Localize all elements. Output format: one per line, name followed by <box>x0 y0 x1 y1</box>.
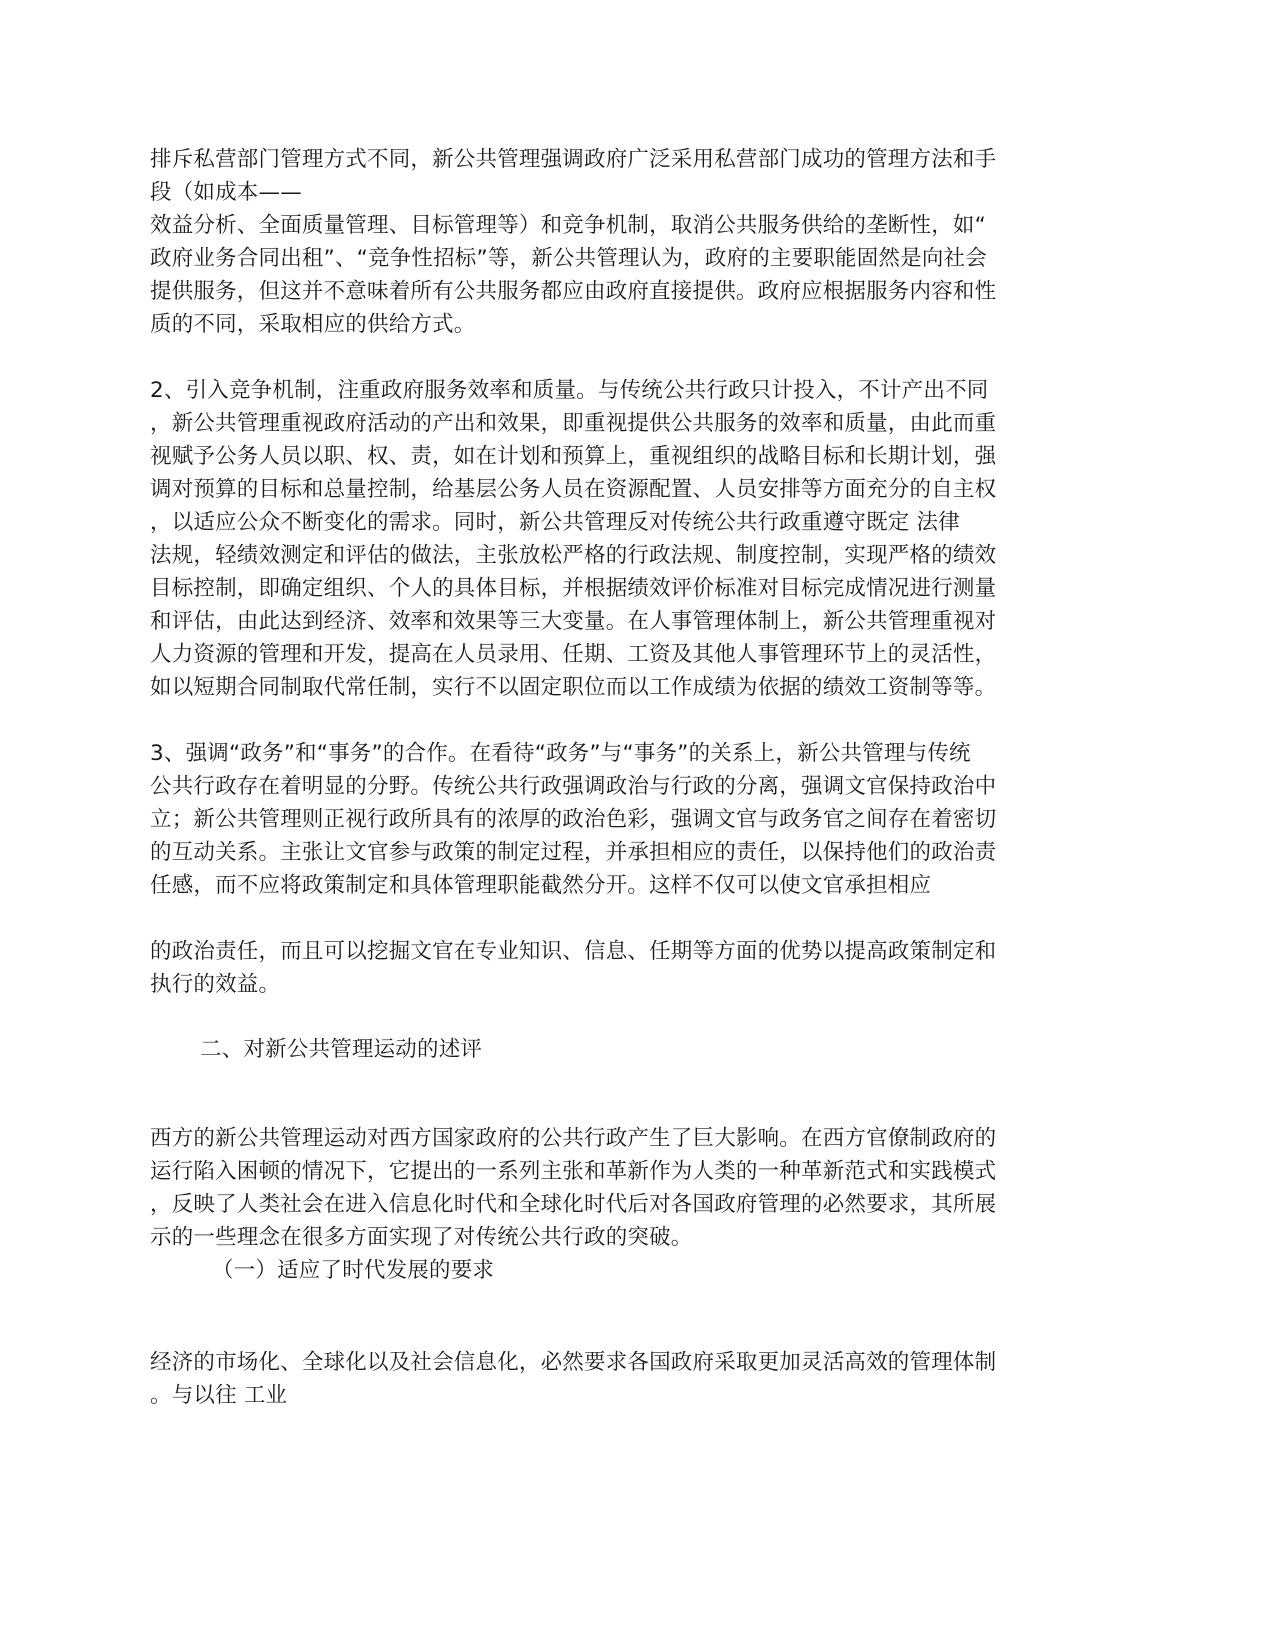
para1-line-5: 提供服务，但这并不意味着所有公共服务都应由政府直接提供。政府应根据服务内容和性 <box>150 279 997 304</box>
para3-line-3: 立；新公共管理则正视行政所具有的浓厚的政治色彩，强调文官与政务官之间存在着密切 <box>150 807 997 832</box>
para2-line-7: 目标控制，即确定组织、个人的具体目标，并根据绩效评价标准对目标完成情况进行测量 <box>150 576 997 601</box>
para3-line-1: 3、强调“政务”和“事务”的合作。在看待“政务”与“事务”的关系上，新公共管理与传统 <box>150 741 971 766</box>
para2-line-9: 人力资源的管理和开发，提高在人员录用、任期、工资及其他人事管理环节上的灵活性， <box>150 642 997 667</box>
section-heading: 二、对新公共管理运动的述评 <box>200 1037 483 1062</box>
para5-line-4: 示的一些理念在很多方面实现了对传统公共行政的突破。 <box>150 1225 693 1250</box>
para5-line-3: ，反映了人类社会在进入信息化时代和全球化时代后对各国政府管理的必然要求，其所展 <box>150 1192 997 1217</box>
para3-line-2: 公共行政存在着明显的分野。传统公共行政强调政治与行政的分离，强调文官保持政治中 <box>150 774 997 799</box>
para2-line-3: 视赋予公务人员以职、权、责，如在计划和预算上，重视组织的战略目标和长期计划，强 <box>150 444 997 469</box>
para2-line-8: 和评估，由此达到经济、效率和效果等三大变量。在人事管理体制上，新公共管理重视对 <box>150 609 997 634</box>
para1-line-2: 段（如成本—— <box>150 180 302 205</box>
para1-line-3: 效益分析、全面质量管理、目标管理等）和竞争机制，取消公共服务供给的垄断性，如“ <box>150 213 986 238</box>
para2-line-10: 如以短期合同制取代常任制，实行不以固定职位而以工作成绩为依据的绩效工资制等等。 <box>150 675 997 700</box>
para5-line-2: 运行陷入困顿的情况下，它提出的一系列主张和革新作为人类的一种革新范式和实践模式 <box>150 1159 997 1184</box>
para2-line-6: 法规，轻绩效测定和评估的做法，主张放松严格的行政法规、制度控制，实现严格的绩效 <box>150 543 997 568</box>
para6-line-1: 经济的市场化、全球化以及社会信息化，必然要求各国政府采取更加灵活高效的管理体制 <box>150 1350 997 1375</box>
para2-line-5: ，以适应公众不断变化的需求。同时，新公共管理反对传统公共行政重遵守既定 法律 <box>150 510 960 535</box>
para2-line-2: ，新公共管理重视政府活动的产出和效果，即重视提供公共服务的效率和质量，由此而重 <box>150 411 997 436</box>
para1-line-4: 政府业务合同出租”、“竞争性招标”等，新公共管理认为，政府的主要职能固然是向社会 <box>150 246 987 271</box>
para1-line-6: 质的不同，采取相应的供给方式。 <box>150 312 476 337</box>
subheading: （一）适应了时代发展的要求 <box>212 1258 495 1283</box>
para4-line-1: 的政治责任，而且可以挖掘文官在专业知识、信息、任期等方面的优势以提高政策制定和 <box>150 939 997 964</box>
para2-line-4: 调对预算的目标和总量控制，给基层公务人员在资源配置、人员安排等方面充分的自主权 <box>150 477 997 502</box>
para3-line-4: 的互动关系。主张让文官参与政策的制定过程，并承担相应的责任，以保持他们的政治责 <box>150 840 997 865</box>
para1-line-1: 排斥私营部门管理方式不同，新公共管理强调政府广泛采用私营部门成功的管理方法和手 <box>150 147 997 172</box>
para5-line-1: 西方的新公共管理运动对西方国家政府的公共行政产生了巨大影响。在西方官僚制政府的 <box>150 1126 997 1151</box>
para4-line-2: 执行的效益。 <box>150 972 281 997</box>
para2-line-1: 2、引入竞争机制，注重政府服务效率和质量。与传统公共行政只计投入，不计产出不同 <box>150 378 989 403</box>
para6-line-2: 。与以往 工业 <box>150 1383 288 1408</box>
para3-line-5: 任感，而不应将政策制定和具体管理职能截然分开。这样不仅可以使文官承担相应 <box>150 873 932 898</box>
